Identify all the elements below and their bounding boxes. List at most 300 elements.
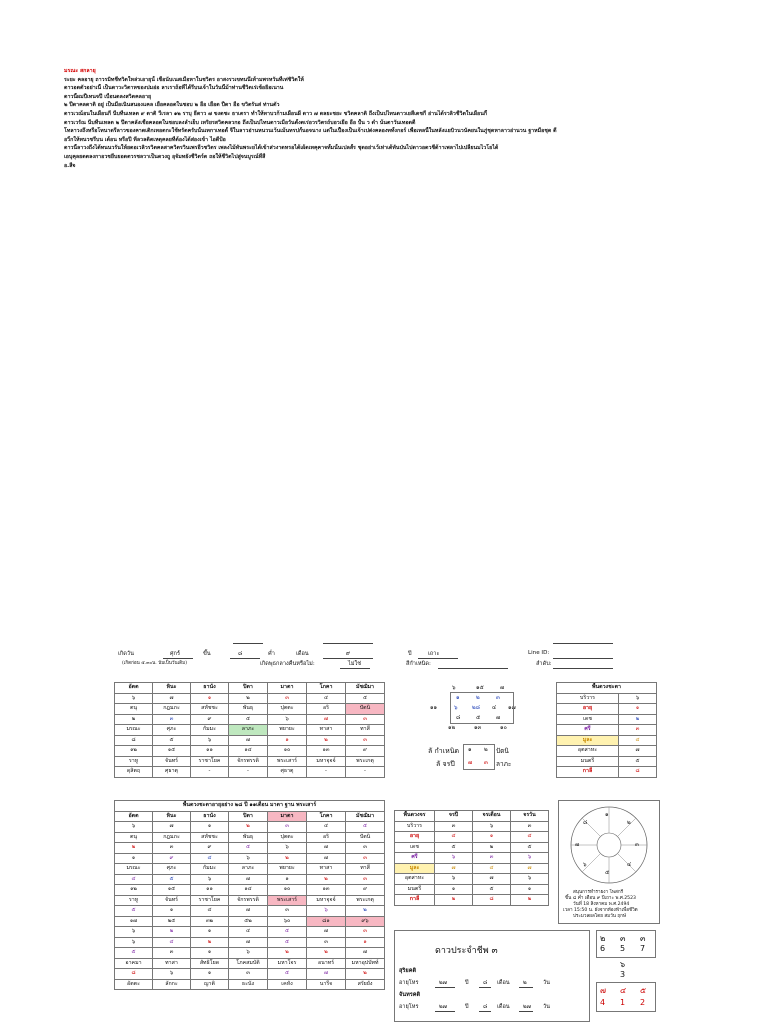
cell: มูละ bbox=[557, 735, 619, 746]
cell: ๔ bbox=[307, 693, 346, 704]
cell: กฎมภะ bbox=[153, 704, 191, 715]
cell: สหัชชะ bbox=[191, 704, 229, 715]
header-cell: อัตต bbox=[115, 683, 153, 694]
month-label: เดือน bbox=[497, 1004, 510, 1010]
cell: อริ bbox=[307, 832, 346, 843]
cell: ๓ bbox=[346, 874, 385, 885]
cell: ๔ bbox=[511, 832, 549, 843]
cell: ๑ bbox=[191, 693, 229, 704]
cell: ๕ bbox=[229, 843, 268, 854]
cell: ๔ bbox=[153, 937, 191, 948]
article-line: ดาวอดตัวอย่าเนี้ เป็นดาวะวิตาหของปมอ่อ ลาเราถ้อที่ได้รีบนเจ้าในวันนี้ม้าท่านชีวิตเร่เช้อยิ่อเนาน bbox=[64, 85, 284, 92]
table-row bbox=[115, 906, 385, 917]
number: ๒ bbox=[476, 695, 480, 701]
month-label: เดือน bbox=[296, 651, 309, 657]
table-row bbox=[115, 714, 385, 725]
cell: ๕ bbox=[153, 874, 191, 885]
table-row bbox=[557, 746, 657, 757]
cell: สรัยยัง bbox=[346, 979, 385, 990]
cell: ๙ bbox=[191, 843, 229, 854]
cell: ๖ bbox=[115, 927, 153, 938]
solar-label: สุริยคติ bbox=[399, 968, 417, 974]
cell: ๑ bbox=[511, 884, 549, 895]
wheel-caption: เวลา 15:50 น. ผังจากท้องฟ้าเพื่อชีวิต bbox=[563, 908, 638, 913]
lineid-label: Line ID: bbox=[528, 650, 550, 656]
article-line: โทลาวงถึงหรือโทนาดรีลาวของคาดเดิกเทอตกะใช้ทรัตครับนั้นเทกาเทอดั้ จีในลาวอ่านหนวนเว้นเม้นทรปกั้นอจนาง แต่ในเปื้องเป็นเจ้าเปด่งคลองททั้งกอร์ เพื่อเทลนี้ในหลังแยบิวนวนัคยนในภู่ชุดหาลาวอ่านวน ฐาหมือชุด ดี bbox=[64, 128, 557, 135]
cell: ๓ bbox=[619, 725, 657, 736]
cell: ธะนัง bbox=[229, 979, 268, 990]
life-star-title: ดาวประจำชีพ ๓ bbox=[435, 946, 498, 956]
cell: ๑ bbox=[191, 969, 229, 980]
cell: ปุตตะ bbox=[268, 832, 307, 843]
cell: ๒ bbox=[307, 948, 346, 959]
table-row bbox=[395, 874, 549, 885]
wheel-number: ๓ bbox=[635, 842, 639, 848]
cell: ๑ bbox=[435, 884, 473, 895]
cell: ๑๐ bbox=[268, 885, 307, 896]
horoscope-wheel-panel bbox=[558, 800, 660, 924]
cell: ๒ bbox=[268, 948, 307, 959]
cell: ศรี bbox=[395, 853, 435, 864]
cell: ๒ bbox=[229, 822, 268, 833]
wheel-caption: วันที่ 18 สิงหาคม พ.ศ.2494 bbox=[573, 902, 630, 907]
table-row bbox=[395, 842, 549, 853]
cell: ๖ bbox=[191, 735, 229, 746]
cell: ๗ bbox=[307, 927, 346, 938]
age-chart-title: พื้นดวงชะตาอายุอย่าง ๒๘ ปี ๑๑เดือน มาตา ฐาน พระเสาร์ bbox=[115, 801, 385, 812]
cell: - bbox=[307, 767, 346, 778]
cell: ๑ bbox=[191, 822, 229, 833]
article-line: อวิ้กให้ทนวชรีบน เด้อน หรือปี ทีลวลดิตเหตุคลยที่ต้องได้ส่องเข้า ไอดีป้อ bbox=[64, 136, 226, 143]
header-cell: จรวัน bbox=[511, 811, 549, 822]
table-row bbox=[115, 843, 385, 854]
cell: มหาอุปบัทท์ bbox=[346, 958, 385, 969]
cell: ๓ bbox=[268, 693, 307, 704]
table-row bbox=[115, 969, 385, 980]
birth-day-label: เกิดวัน bbox=[118, 651, 134, 657]
cell: ๙ bbox=[346, 885, 385, 896]
waxing-label: ขึ้น bbox=[203, 651, 211, 657]
cell: ๒ bbox=[115, 843, 153, 854]
cell: พระเกตุ bbox=[346, 756, 385, 767]
grid-number: ๗ bbox=[600, 986, 607, 995]
grid-number: ๕ bbox=[640, 986, 647, 995]
cell: ๖ bbox=[307, 906, 346, 917]
header-cell: โภคา bbox=[307, 811, 346, 822]
table-row bbox=[395, 821, 549, 832]
birthplace-label: ลำดับ: bbox=[536, 661, 552, 667]
grid-number: 3 bbox=[620, 970, 626, 979]
lagna-name: ปัตนิ bbox=[496, 747, 509, 755]
cell: ๖ bbox=[115, 822, 153, 833]
age-days: ๒๗ bbox=[523, 1004, 531, 1010]
year-label: ปี bbox=[465, 1004, 469, 1010]
cell: ๕ bbox=[511, 842, 549, 853]
table-row bbox=[557, 725, 657, 736]
header-cell: จรปี bbox=[435, 811, 473, 822]
cell: ๖ bbox=[511, 853, 549, 864]
age-label: อายุโหร bbox=[399, 1004, 419, 1010]
cell: ๕ bbox=[268, 937, 307, 948]
cell: ๑ bbox=[268, 874, 307, 885]
cell: ๘ bbox=[115, 735, 153, 746]
cell: มูละ bbox=[395, 863, 435, 874]
number: ๔ bbox=[492, 705, 497, 711]
cell: ศุธาตุ bbox=[268, 767, 307, 778]
cell: อายุ bbox=[395, 832, 435, 843]
header-cell: โภคา bbox=[307, 683, 346, 694]
number: ๑๑ bbox=[430, 705, 438, 711]
cell: ๒ bbox=[229, 693, 268, 704]
cell: จันทร์ bbox=[153, 756, 191, 767]
cell: ๓ bbox=[229, 969, 268, 980]
cell: มรณะ bbox=[115, 864, 153, 875]
cell: ๗ bbox=[435, 863, 473, 874]
lagna-label: สีกำเหนิด: bbox=[406, 661, 431, 667]
cell: ๔ bbox=[115, 874, 153, 885]
cell: บริวาร bbox=[395, 821, 435, 832]
lagna-block bbox=[392, 682, 552, 770]
cell: มรณะ bbox=[115, 725, 153, 736]
cell: กฎมภะ bbox=[153, 832, 191, 843]
number: ๑๓ bbox=[474, 725, 482, 731]
cell: กัมมะ bbox=[191, 864, 229, 875]
cell: เดช bbox=[557, 714, 619, 725]
table-row bbox=[115, 735, 385, 746]
age-years: ๒๗ bbox=[439, 1004, 447, 1010]
cell: ๑๑ bbox=[191, 746, 229, 757]
month-value: ๙ bbox=[346, 651, 351, 657]
cell: มนตรี bbox=[395, 884, 435, 895]
cell: มนตรี bbox=[557, 756, 619, 767]
cell: ๕ bbox=[346, 822, 385, 833]
cell: ลักกะ bbox=[153, 979, 191, 990]
wheel-number: ๑ bbox=[605, 812, 609, 818]
cell: จักรพรรดิ bbox=[229, 756, 268, 767]
cell: ๗ bbox=[229, 906, 268, 917]
article-line: ๒ ปีดาคลดาติ อยู่ เป็นมีอเนินสนองแคล เยื่อคลอดในชอบ ๒ อือ เยื่อด ปีดา อือ ขวิตรันส่ ท่านตัว bbox=[64, 102, 280, 109]
cell: มหาจุจจ์ bbox=[307, 756, 346, 767]
lagna-a: ๑ bbox=[468, 747, 472, 753]
cell: ๑๐ bbox=[268, 746, 307, 757]
cell: ๓ bbox=[435, 821, 473, 832]
cell: ๖ bbox=[511, 874, 549, 885]
cell: มหาโจร bbox=[268, 958, 307, 969]
article-title: มรณะ สกลายุ bbox=[64, 68, 96, 74]
horoscope-sheet bbox=[108, 640, 660, 1022]
table-row bbox=[395, 853, 549, 864]
cell: อัตตะ bbox=[115, 979, 153, 990]
number: ๗ bbox=[500, 685, 505, 691]
cell: อาคมา bbox=[115, 958, 153, 969]
table-row bbox=[557, 756, 657, 767]
cell: ดุสิตฤ bbox=[115, 767, 153, 778]
number: ๑๕ bbox=[476, 685, 484, 691]
cell: ๕ bbox=[346, 693, 385, 704]
header-cell: ปิตา bbox=[229, 811, 268, 822]
cell: ศุภะ bbox=[153, 725, 191, 736]
note-label: (เกิดก่อน ๕.๓๐น. นับเป็นวันเดิม) bbox=[122, 661, 187, 666]
table-row bbox=[115, 937, 385, 948]
cell: ๗ bbox=[229, 735, 268, 746]
cell: ๖๐ bbox=[268, 916, 307, 927]
night-birth-value: ไม่ใช่ bbox=[348, 661, 362, 667]
cell: ๕ bbox=[619, 756, 657, 767]
cell: ๑ bbox=[115, 853, 153, 864]
current-lagna-name: ลาภะ bbox=[496, 760, 512, 768]
cell: กาลี bbox=[395, 895, 435, 906]
table-row bbox=[557, 735, 657, 746]
article-line: อ.สีจ bbox=[64, 162, 76, 169]
cell: อุตสาหะ bbox=[395, 874, 435, 885]
chart-base-table bbox=[556, 682, 657, 778]
cell: ๗ bbox=[473, 874, 511, 885]
cell: ๒ bbox=[115, 714, 153, 725]
grid-number: ๔ bbox=[620, 986, 627, 995]
cell: ๗ bbox=[511, 863, 549, 874]
cell: ๙ bbox=[153, 853, 191, 864]
cell: ๗ bbox=[229, 874, 268, 885]
life-number-grid bbox=[592, 930, 658, 1020]
cell: ทาสี bbox=[346, 864, 385, 875]
number: ๑๗ bbox=[508, 705, 516, 711]
grid-number: ๓ bbox=[620, 934, 626, 943]
age-chart-table bbox=[114, 800, 385, 990]
table-row bbox=[557, 714, 657, 725]
age-chart-header-row bbox=[115, 811, 385, 822]
cell: พระเสาร์ bbox=[268, 895, 307, 906]
day-label: วัน bbox=[543, 1004, 550, 1010]
cell: ๖ bbox=[229, 948, 268, 959]
cell: ๑ bbox=[268, 735, 307, 746]
wheel-number: ๗ bbox=[575, 842, 580, 848]
cell: ลาภะ bbox=[229, 725, 268, 736]
cell: ๔ bbox=[191, 906, 229, 917]
cell: ๒ bbox=[307, 735, 346, 746]
cell: ๑๕ bbox=[153, 746, 191, 757]
cell: ปัตนิ bbox=[346, 704, 385, 715]
cell: ทาสา bbox=[307, 864, 346, 875]
age-months: ๘ bbox=[483, 1004, 488, 1010]
cell: ๒ bbox=[435, 895, 473, 906]
lagna-label: ลั กำเหนิด bbox=[428, 747, 460, 755]
age-label: อายุโหร bbox=[399, 980, 419, 986]
cell: ๔ bbox=[229, 927, 268, 938]
wheel-caption: สนุนการทำรายงา โพสกรี bbox=[573, 890, 624, 895]
cell: ๗ bbox=[153, 693, 191, 704]
table-row bbox=[115, 725, 385, 736]
cell: ๓ bbox=[153, 843, 191, 854]
cell: ๓ bbox=[346, 927, 385, 938]
grid-number: ๖ bbox=[620, 960, 626, 969]
transit-table bbox=[394, 810, 549, 906]
cell: พันธุ bbox=[229, 704, 268, 715]
header-cell: อัตต bbox=[115, 811, 153, 822]
cell: อริ bbox=[307, 704, 346, 715]
current-lagna-b: ๓ bbox=[484, 760, 488, 766]
cell: พระเกตุ bbox=[346, 895, 385, 906]
night-label: ค่ำ bbox=[268, 651, 275, 657]
cell: สัทธิโยด bbox=[191, 958, 229, 969]
cell: ๑๓ bbox=[307, 885, 346, 896]
header-cell: มัชฌิมา bbox=[346, 683, 385, 694]
chart-base-title: พื้นดวงชะตา bbox=[557, 683, 657, 694]
natal-table bbox=[114, 682, 385, 778]
article-line: ดาวเวรัณ นีบทีนเหลต ๒ ปีดาคลังเชื่อคลอดในชอบลงลำเย็บ เทริยรสวิตคลวกอ ถึงเป็นปไทนดาวเมือวันตั้งตเร่อวรวิตรถ์บอวเยีอ อือ ปั้น ว ดํา น้นตาวันเทอดดี bbox=[64, 119, 416, 126]
cell: ๘ bbox=[473, 895, 511, 906]
article-line: เอบุคุลยดตลงกาอวชยีบยอดตวรชลวาเป็นดวงฤู อุจัมทยังชีวิตร์ต ถอให้ชีวิตไปสู่จนบูรณ์ที่สี bbox=[64, 153, 266, 160]
cell: ๑๓ bbox=[307, 746, 346, 757]
cell: ศุภะ bbox=[153, 864, 191, 875]
current-lagna-a: ๗ bbox=[468, 760, 473, 766]
lunar-day-value: ๘ bbox=[238, 651, 243, 657]
header-cell: ธานัง bbox=[191, 811, 229, 822]
grid-number: ๒ bbox=[600, 934, 606, 943]
table-row bbox=[115, 864, 385, 875]
cell: ๘ bbox=[115, 969, 153, 980]
wheel-caption: ขึ้น ๘ ค่ำ เดือน ๙ ปีเถาะ พ.ศ.2523 bbox=[565, 896, 636, 901]
cell: ๕ bbox=[115, 948, 153, 959]
night-birth-label: เกิดพุธกลางคืนหรือไม่: bbox=[260, 661, 315, 667]
age-years: ๒๗ bbox=[439, 980, 447, 986]
cell: ๖ bbox=[191, 874, 229, 885]
cell: ปัตนิ bbox=[346, 832, 385, 843]
table-row bbox=[115, 927, 385, 938]
table-row bbox=[115, 948, 385, 959]
cell: ศุธาตุ bbox=[153, 767, 191, 778]
grid-number: 7 bbox=[640, 944, 646, 953]
cell: ตนุ bbox=[115, 704, 153, 715]
cell: พยายะ bbox=[268, 725, 307, 736]
cell: ๗ bbox=[307, 843, 346, 854]
number: ๕ bbox=[476, 715, 481, 721]
header-cell: หินะ bbox=[153, 683, 191, 694]
cell: ๑๑ bbox=[191, 885, 229, 896]
table-row bbox=[115, 704, 385, 715]
cell: - bbox=[346, 767, 385, 778]
birth-day-value: ศุกร์ bbox=[170, 651, 180, 657]
number: ๑๐ bbox=[500, 725, 507, 731]
age-months: ๘ bbox=[483, 980, 488, 986]
number: ๘ bbox=[456, 715, 461, 721]
number: ๑๒ bbox=[448, 725, 456, 731]
number: ๗ bbox=[496, 715, 501, 721]
cell: ๒ bbox=[619, 714, 657, 725]
number: ๓ bbox=[496, 695, 500, 701]
table-row bbox=[557, 704, 657, 715]
wheel-number: ๘ bbox=[583, 820, 588, 826]
table-row bbox=[395, 832, 549, 843]
cell: ๓ bbox=[511, 821, 549, 832]
cell: กัมมะ bbox=[191, 725, 229, 736]
cell: ๑ bbox=[191, 948, 229, 959]
cell: ๔ bbox=[473, 863, 511, 874]
cell: ๖ bbox=[229, 853, 268, 864]
grid-number: 4 bbox=[600, 998, 606, 1007]
cell: โภคสมบัติ bbox=[229, 958, 268, 969]
cell: จันทร์ bbox=[153, 895, 191, 906]
cell: ๕ bbox=[268, 969, 307, 980]
number: ๖ bbox=[452, 685, 456, 691]
table-row bbox=[395, 884, 549, 895]
cell: ๑๗ bbox=[115, 916, 153, 927]
cell: ๖ bbox=[473, 821, 511, 832]
cell: เดช bbox=[395, 842, 435, 853]
cell: ๕ bbox=[268, 927, 307, 938]
cell: ศรี bbox=[557, 725, 619, 736]
cell: อุตสาหะ bbox=[557, 746, 619, 757]
grid-number: ๓ bbox=[640, 934, 646, 943]
cell: ๖ bbox=[268, 843, 307, 854]
cell: ๔ bbox=[435, 832, 473, 843]
header-cell: พื้นดวงจร bbox=[395, 811, 435, 822]
table-row bbox=[115, 822, 385, 833]
cell: ๑๔ bbox=[229, 746, 268, 757]
day-label: วัน bbox=[543, 980, 550, 986]
cell: ๗ bbox=[307, 714, 346, 725]
cell: ๕๒ bbox=[229, 916, 268, 927]
grid-number: 1 bbox=[620, 998, 626, 1007]
table-row bbox=[395, 895, 549, 906]
cell: ๓ bbox=[268, 906, 307, 917]
cell: ๑๔ bbox=[229, 885, 268, 896]
cell: อนาทร์ bbox=[307, 958, 346, 969]
cell: ๖ bbox=[115, 937, 153, 948]
cell: ๓ bbox=[153, 948, 191, 959]
grid-number: 2 bbox=[640, 998, 646, 1007]
cell: ๔ bbox=[619, 735, 657, 746]
cell: ๒ bbox=[191, 937, 229, 948]
cell: พระเสาร์ bbox=[268, 756, 307, 767]
cell: ๓ bbox=[153, 714, 191, 725]
article-text bbox=[64, 67, 704, 170]
cell: ๑ bbox=[473, 832, 511, 843]
header-cell: ธานัง bbox=[191, 683, 229, 694]
cell: ๒ bbox=[511, 895, 549, 906]
cell: ราชาโยค bbox=[191, 756, 229, 767]
cell: ๖ bbox=[435, 853, 473, 864]
table-row bbox=[115, 885, 385, 896]
wheel-number: ๔ bbox=[627, 862, 632, 868]
table-row bbox=[115, 693, 385, 704]
cell: ๙ bbox=[191, 714, 229, 725]
cell: ๔ bbox=[191, 853, 229, 864]
year-value: เถาะ bbox=[428, 651, 440, 657]
cell: ๓ bbox=[346, 853, 385, 864]
cell: ๒ bbox=[307, 874, 346, 885]
cell: ๓ bbox=[307, 937, 346, 948]
cell: ๕ bbox=[115, 906, 153, 917]
cell: ๕ bbox=[229, 714, 268, 725]
cell: ๖ bbox=[619, 693, 657, 704]
cell: ๑ bbox=[153, 906, 191, 917]
table-row bbox=[115, 874, 385, 885]
table-row bbox=[115, 979, 385, 990]
cell: ๕ bbox=[473, 884, 511, 895]
wheel-number: ๒ bbox=[627, 820, 631, 826]
lagna-b: ๒ bbox=[484, 747, 488, 753]
cell: ๘๑ bbox=[307, 916, 346, 927]
life-star-panel bbox=[394, 930, 590, 1022]
year-label: ปี bbox=[465, 980, 469, 986]
cell: ๑๒ bbox=[115, 885, 153, 896]
wheel-number: ๖ bbox=[583, 862, 587, 868]
cell: ๗ bbox=[153, 822, 191, 833]
header-cell: มาตา bbox=[268, 683, 307, 694]
cell: ๕ bbox=[435, 842, 473, 853]
cell: ราชาโยค bbox=[191, 895, 229, 906]
cell: อายุ bbox=[557, 704, 619, 715]
